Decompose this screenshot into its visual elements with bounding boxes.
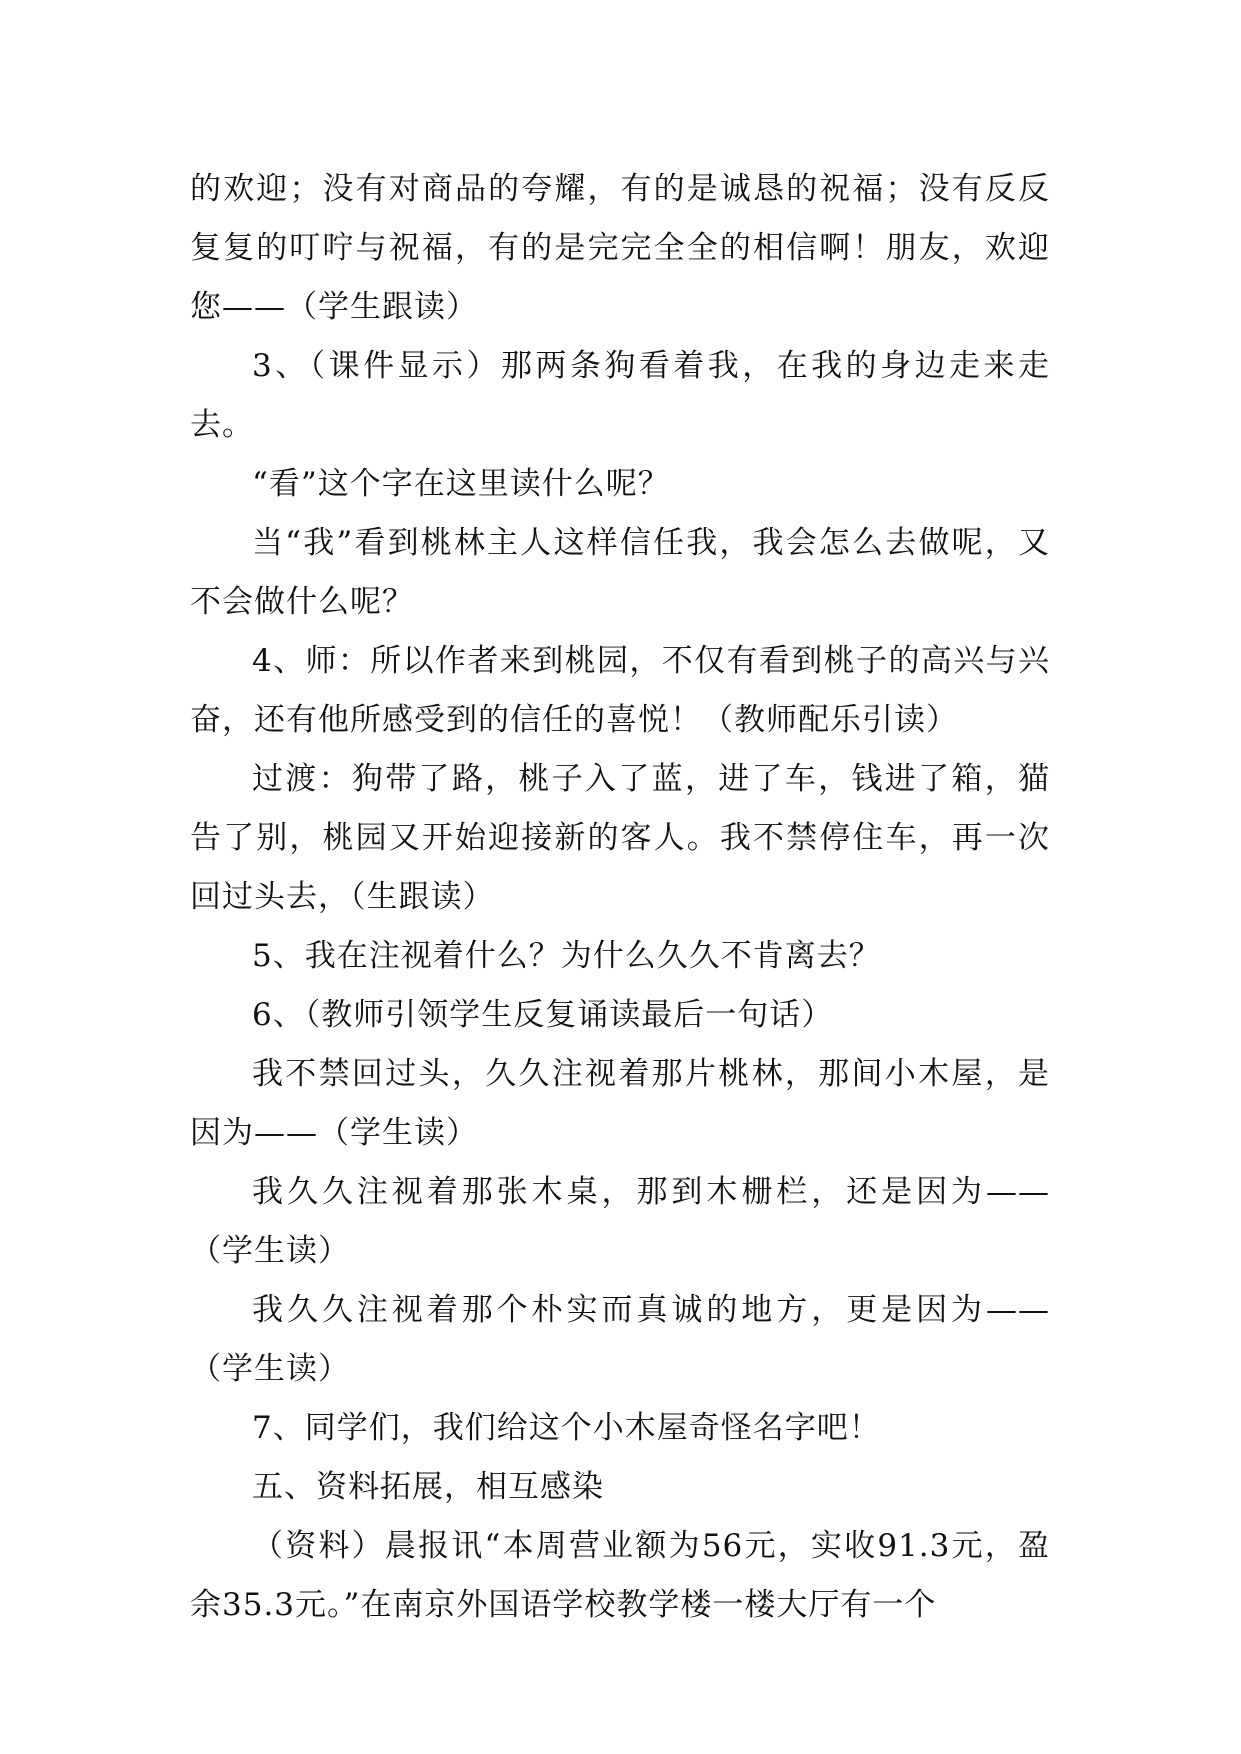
paragraph-item-3: 3、（课件显示）那两条狗看着我，在我的身边走来走去。 (190, 348, 1050, 443)
document-body (190, 160, 1050, 1635)
paragraph-item-5: 5、我在注视着什么？为什么久久不肯离去？ (252, 938, 881, 974)
paragraph-material: （资料）晨报讯“本周营业额为56元，实收91.3元，盈余35.3元。”在南京外国语学校教学楼一楼大厅有一个 (190, 1528, 1050, 1623)
paragraph-item-6: 6、（教师引领学生反复诵读最后一句话） (252, 997, 834, 1033)
paragraph-reading-1: 我不禁回过头，久久注视着那片桃林，那间小木屋，是因为——（学生读） (190, 1056, 1050, 1151)
paragraph-reading-3: 我久久注视着那个朴实而真诚的地方，更是因为——（学生读） (190, 1292, 1050, 1387)
paragraph-item-4: 4、师：所以作者来到桃园，不仅有看到桃子的高兴与兴奋，还有他所感受到的信任的喜悦！（教师配乐引读） (190, 643, 1050, 738)
paragraph-transition: 过渡：狗带了路，桃子入了蓝，进了车，钱进了箱，猫告了别，桃园又开始迎接新的客人。我不禁停住车，再一次回过头去，（生跟读） (190, 761, 1050, 915)
paragraph-question-look: “看”这个字在这里读什么呢？ (252, 466, 670, 502)
paragraph-question-trust: 当“我”看到桃林主人这样信任我，我会怎么去做呢，又不会做什么呢？ (190, 525, 1050, 620)
section-heading-5: 五、资料拓展，相互感染 (252, 1469, 604, 1505)
paragraph-continuation: 的欢迎；没有对商品的夸耀，有的是诚恳的祝福；没有反反复复的叮咛与祝福，有的是完完全全的相信啊！朋友，欢迎您——（学生跟读） (190, 171, 1050, 325)
paragraph-reading-2: 我久久注视着那张木桌，那到木栅栏，还是因为——（学生读） (190, 1174, 1050, 1269)
paragraph-item-7: 7、同学们，我们给这个小木屋奇怪名字吧！ (252, 1410, 881, 1446)
